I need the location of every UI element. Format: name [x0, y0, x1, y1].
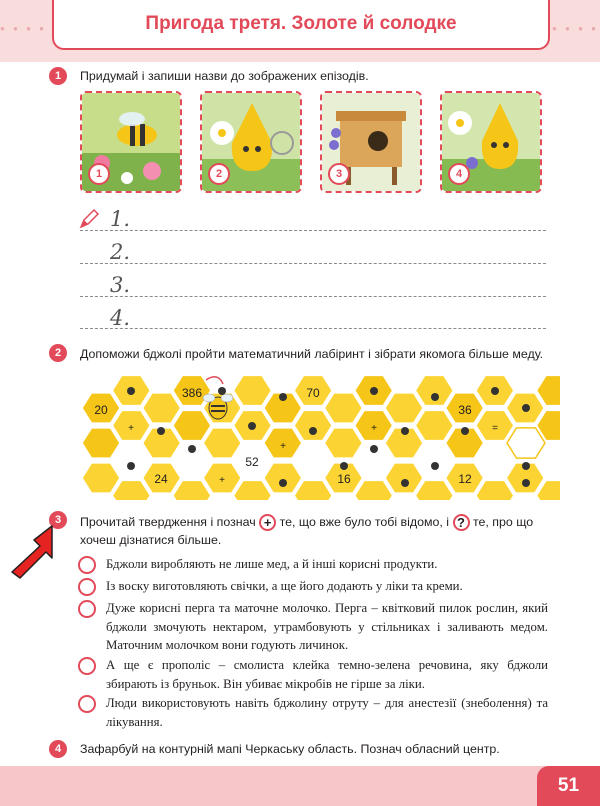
honeycomb-cell[interactable]	[234, 480, 272, 500]
statement-text-5: Люди використовують навіть бджолину отруту – для анестезії (знеболення) та лікування.	[106, 696, 548, 729]
statement-3	[78, 599, 548, 655]
small-bee-icon	[431, 393, 439, 401]
statement-circle-4[interactable]	[78, 657, 96, 675]
honeycomb-cell[interactable]	[385, 463, 423, 493]
task-3-text-part-c: те, про що хочеш дізнатися більше.	[80, 515, 534, 548]
plus-mark-icon: +	[259, 514, 276, 531]
maze-number: 16	[337, 472, 351, 486]
episode-picture-1	[80, 91, 182, 193]
red-arrow-icon	[4, 522, 58, 580]
decorative-dots-left: ● ● ● ●	[0, 24, 47, 33]
page-title: Пригода третя. Золоте й солодке	[145, 13, 457, 34]
honeycomb-cell[interactable]	[143, 393, 181, 423]
honeycomb-cell[interactable]	[82, 428, 120, 458]
task-1-text: Придумай і запиши назви до зображених епізодів.	[80, 69, 369, 83]
maze-operator: +	[280, 441, 286, 452]
writing-line-4[interactable]	[80, 328, 546, 329]
honeycomb-cell[interactable]	[476, 480, 514, 500]
maze-number: 20	[94, 403, 108, 417]
picture-badge-1: 1	[88, 163, 110, 185]
task-3-text-part-b: те, що вже було тобі відомо, і	[279, 515, 450, 529]
small-bee-icon	[248, 422, 256, 430]
honeycomb-cell[interactable]	[385, 393, 423, 423]
writing-line-2[interactable]	[80, 263, 546, 264]
picture-badge-3: 3	[328, 163, 350, 185]
page-number: 51	[537, 766, 600, 806]
picture-badge-4: 4	[448, 163, 470, 185]
maze-number: 12	[458, 472, 472, 486]
statement-text-1: Бджоли виробляють не лише мед, а й інші корисні продукти.	[106, 557, 438, 571]
writing-line-label-3: 3.	[110, 273, 131, 297]
task-number-2: 2	[49, 344, 67, 362]
episode-picture-2	[200, 91, 302, 193]
task-number-4: 4	[49, 740, 67, 758]
writing-line-3[interactable]	[80, 296, 546, 297]
small-bee-icon	[127, 387, 135, 395]
statement-circle-1[interactable]	[78, 556, 96, 574]
honeycomb-cell[interactable]	[294, 480, 332, 500]
statement-circle-5[interactable]	[78, 695, 96, 713]
statement-2	[78, 577, 548, 596]
maze-operator: +	[219, 475, 225, 486]
small-bee-icon	[401, 479, 409, 487]
statement-1	[78, 555, 548, 574]
task-number-3: 3	[49, 511, 67, 529]
honeycomb-cell[interactable]	[203, 428, 241, 458]
task-2-text: Допоможи бджолі пройти математичний лабіринт і зібрати якомога більше меду.	[80, 347, 544, 361]
footer-bar	[0, 766, 600, 806]
small-bee-icon	[491, 387, 499, 395]
honeycomb-cell[interactable]	[82, 463, 120, 493]
maze-number: 36	[458, 403, 472, 417]
honeycomb-cell[interactable]	[173, 410, 211, 440]
writing-line-label-1: 1.	[110, 207, 131, 231]
writing-line-label-2: 2.	[110, 240, 131, 264]
math-maze	[80, 370, 560, 500]
statement-circle-2[interactable]	[78, 578, 96, 596]
episode-picture-4	[440, 91, 542, 193]
task-number-1: 1	[49, 67, 67, 85]
small-bee-icon	[127, 462, 135, 470]
small-bee-icon	[522, 462, 530, 470]
small-bee-icon	[218, 387, 226, 395]
statement-text-2: Із воску виготовляють свічки, а ще його додають у ліки та креми.	[106, 579, 463, 593]
maze-number: 70	[306, 386, 320, 400]
honeycomb-cell[interactable]	[324, 393, 362, 423]
small-bee-icon	[522, 404, 530, 412]
small-bee-icon	[188, 445, 196, 453]
honeycomb-cell[interactable]	[415, 375, 453, 405]
statement-5	[78, 694, 548, 731]
small-bee-icon	[309, 427, 317, 435]
honeycomb-cell[interactable]	[415, 410, 453, 440]
maze-operator: =	[492, 423, 498, 434]
pencil-icon	[78, 208, 100, 230]
episode-picture-3	[320, 91, 422, 193]
maze-operator: +	[371, 423, 377, 434]
honeycomb-cell[interactable]	[324, 428, 362, 458]
maze-number: 52	[245, 455, 259, 469]
maze-operator: +	[128, 423, 134, 434]
honeycomb-cell[interactable]	[355, 480, 393, 500]
honeycomb-cell[interactable]	[294, 410, 332, 440]
small-bee-icon	[279, 479, 287, 487]
decorative-dots-right: ● ● ● ●	[552, 24, 599, 33]
honeycomb-cell[interactable]	[415, 480, 453, 500]
small-bee-icon	[431, 462, 439, 470]
page-title-box	[52, 0, 550, 50]
small-bee-icon	[522, 479, 530, 487]
honeycomb-cell[interactable]	[173, 480, 211, 500]
writing-line-label-4: 4.	[110, 306, 131, 330]
task-3-text	[80, 513, 546, 549]
honeycomb-cell[interactable]	[112, 480, 150, 500]
statement-text-3: Дуже корисні перга та маточне молочко. Перга – квітковий пилок рослин, який бджоли змочують нектаром, утрамбовують у стільниках і заливають медом. Маточним молочком вони годують личинок.	[106, 601, 548, 652]
honeycomb-cell[interactable]	[234, 375, 272, 405]
small-bee-icon	[461, 427, 469, 435]
small-bee-icon	[370, 387, 378, 395]
question-mark-icon: ?	[453, 514, 470, 531]
honeycomb-cell[interactable]	[264, 463, 302, 493]
small-bee-icon	[157, 427, 165, 435]
maze-number: 24	[154, 472, 168, 486]
small-bee-icon	[401, 427, 409, 435]
small-bee-icon	[279, 393, 287, 401]
statement-circle-3[interactable]	[78, 600, 96, 618]
maze-number: 386	[181, 386, 203, 400]
task-4-text: Зафарбуй на контурній мапі Черкаську область. Познач обласний центр.	[80, 742, 500, 756]
writing-line-1[interactable]	[80, 230, 546, 231]
task-3-text-part-a: Прочитай твердження і познач	[80, 515, 256, 529]
picture-badge-2: 2	[208, 163, 230, 185]
statement-4	[78, 656, 548, 693]
small-bee-icon	[370, 445, 378, 453]
statement-text-4: А ще є прополіс – смолиста клейка темно-зелена речовина, яку бджоли збирають із бруньок. Він убиває мікробів не гірше за ліки.	[106, 658, 548, 691]
small-bee-icon	[340, 462, 348, 470]
